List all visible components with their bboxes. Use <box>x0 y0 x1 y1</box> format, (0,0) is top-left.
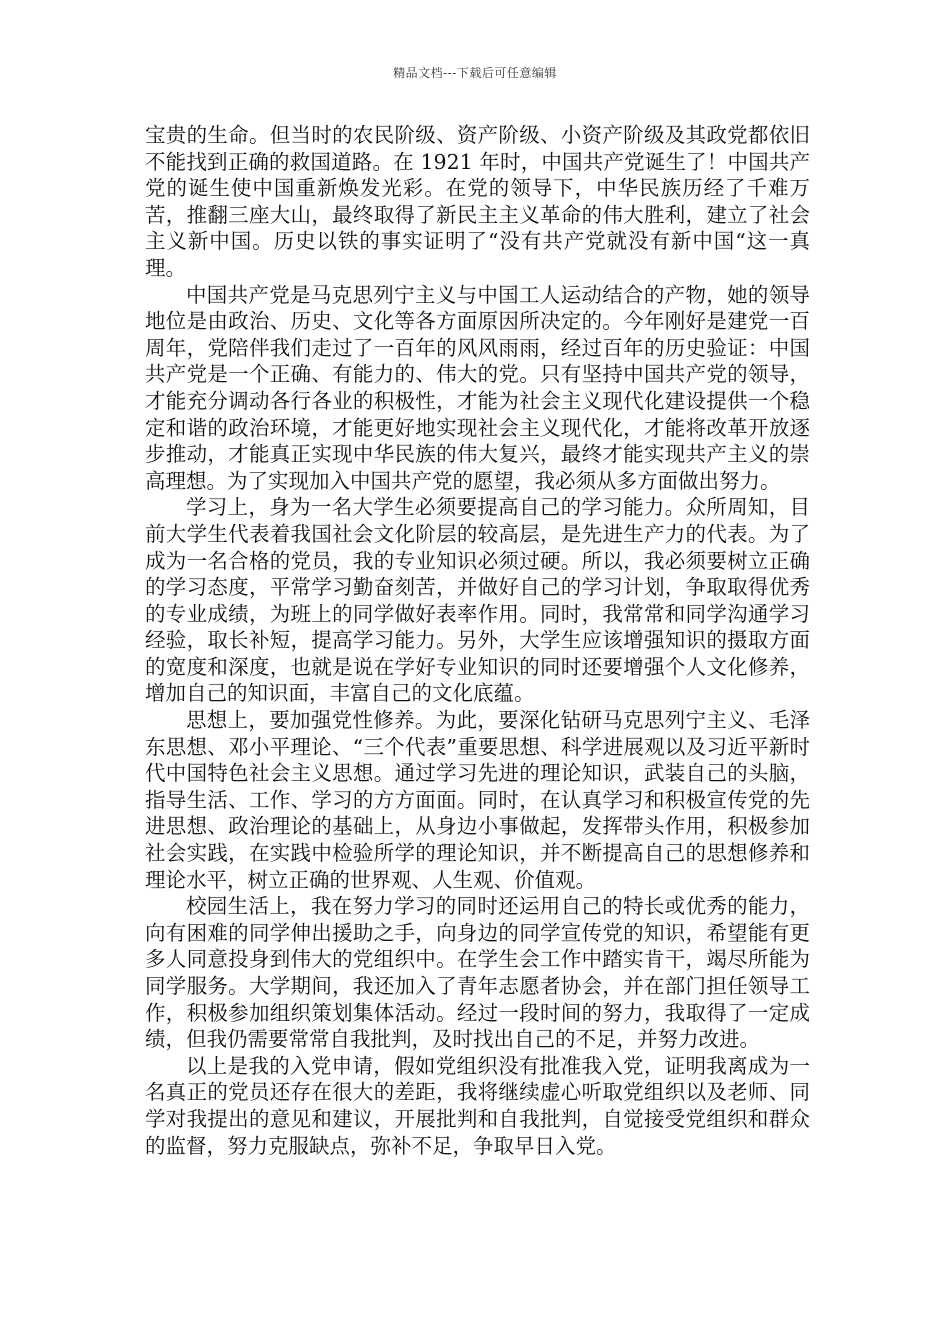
document-body <box>145 122 810 1159</box>
paragraph-continuation: 宝贵的生命。但当时的农民阶级、资产阶级、小资产阶级及其政党都依旧不能找到正确的救国道路。在 1921 年时，中国共产党诞生了！中国共产党的诞生使中国重新焕发光彩。在党的领导下，中华民族历经了千难万苦，推翻三座大山，最终取得了新民主主义革命的伟大胜利，建立了社会主义新中国。历史以铁的事实证明了“没有共产党就没有新中国“这一真理。 <box>145 123 810 280</box>
paragraph-campus-life: 校园生活上，我在努力学习的同时还运用自己的特长或优秀的能力，向有困难的同学伸出援助之手，向身边的同学宣传党的知识，希望能有更多人同意投身到伟大的党组织中。在学生会工作中踏实肯干，竭尽所能为同学服务。大学期间，我还加入了青年志愿者协会，并在部门担任领导工作，积极参加组织策划集体活动。经过一段时间的努力，我取得了一定成绩，但我仍需要常常自我批判，及时找出自己的不足，并努力改进。 <box>145 894 810 1052</box>
paragraph-thought: 思想上，要加强党性修养。为此，要深化钻研马克思列宁主义、毛泽东思想、邓小平理论、“三个代表”重要思想、科学进展观以及习近平新时代中国特色社会主义思想。通过学习先进的理论知识，武装自己的头脑，指导生活、工作、学习的方方面面。同时，在认真学习和积极宣传党的先进思想、政治理论的基础上，从身边小事做起，发挥带头作用，积极参加社会实践，在实践中检验所学的理论知识，并不断提高自己的思想修养和理论水平，树立正确的世界观、人生观、价值观。 <box>145 708 810 892</box>
paragraph-conclusion: 以上是我的入党申请，假如党组织没有批准我入党，证明我离成为一名真正的党员还存在很大的差距，我将继续虚心听取党组织以及老师、同学对我提出的意见和建议，开展批判和自我批判，自觉接受党组织和群众的监督，努力克服缺点，弥补不足，争取早日入党。 <box>145 1053 810 1158</box>
page-header: 精品文档---下载后可任意编辑 <box>393 66 557 80</box>
paragraph-study: 学习上，身为一名大学生必须要提高自己的学习能力。众所周知，目前大学生代表着我国社会文化阶层的较高层，是先进生产力的代表。为了成为一名合格的党员，我的专业知识必须过硬。所以，我必须要树立正确的学习态度，平常学习勤奋刻苦，并做好自己的学习计划，争取取得优秀的专业成绩，为班上的同学做好表率作用。同时，我常常和同学沟通学习经验，取长补短，提高学习能力。另外，大学生应该增强知识的摄取方面的宽度和深度，也就是说在学好专业知识的同时还要增强个人文化修养，增加自己的知识面，丰富自己的文化底蕴。 <box>145 495 810 706</box>
paragraph-party-history: 中国共产党是马克思列宁主义与中国工人运动结合的产物，她的领导地位是由政治、历史、文化等各方面原因所决定的。今年刚好是建党一百周年，党陪伴我们走过了一百年的风风雨雨，经过百年的历史验证：中国共产党是一个正确、有能力的、伟大的党。只有坚持中国共产党的领导，才能充分调动各行各业的积极性，才能为社会主义现代化建设提供一个稳定和谐的政治环境，才能更好地实现社会主义现代化，才能将改革开放逐步推动，才能真正实现中华民族的伟大复兴，最终才能实现共产主义的崇高理想。为了实现加入中国共产党的愿望，我必须从多方面做出努力。 <box>145 282 810 493</box>
